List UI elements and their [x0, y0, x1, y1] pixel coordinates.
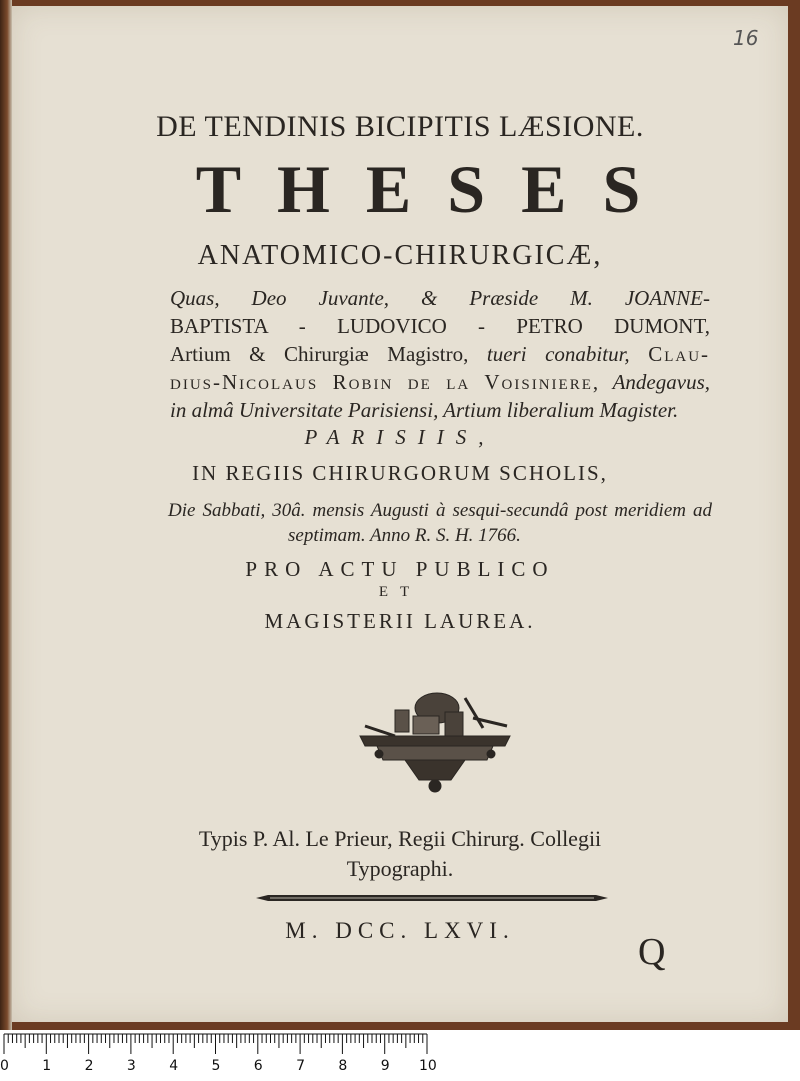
- body-line-4b: Andegavus,: [612, 370, 711, 394]
- ruler-label: 0: [0, 1058, 9, 1074]
- ruler-ticks: [0, 1032, 800, 1058]
- place-city: PARISIIS,: [304, 425, 496, 449]
- body-line-2: BAPTISTA - LUDOVICO - PETRO DUMONT,: [170, 314, 710, 338]
- body-line-3a: Artium & Chirurgiæ Magistro,: [170, 342, 469, 366]
- ruler-label: 1: [42, 1058, 52, 1074]
- title-theses: THESES: [195, 151, 677, 227]
- ruler-label: 8: [338, 1058, 348, 1074]
- title-line-3: ANATOMICO-CHIRURGICÆ,: [197, 240, 603, 271]
- place-school: IN REGIIS CHIRURGORUM SCHOLIS,: [192, 461, 608, 485]
- ruler-label: 3: [126, 1058, 136, 1074]
- title-line-1: DE TENDINIS BICIPITIS LÆSIONE.: [156, 110, 644, 143]
- act-line-3: MAGISTERII LAUREA.: [264, 609, 536, 633]
- ruler-label: 10: [419, 1058, 437, 1074]
- ruler-label: 6: [253, 1058, 263, 1074]
- body-line-4: [170, 368, 710, 396]
- ruler-label: 7: [296, 1058, 306, 1074]
- decorative-rule: [256, 894, 608, 902]
- imprint-year: M. DCC. LXVI.: [285, 918, 515, 943]
- ruler-label: 2: [84, 1058, 94, 1074]
- surgical-instruments-ornament: [355, 688, 515, 794]
- ruler-label: 4: [169, 1058, 179, 1074]
- act-line-1: PRO ACTU PUBLICO: [245, 557, 555, 581]
- act-line-2: ET: [378, 584, 422, 600]
- body-line-3c: Clau-: [648, 342, 711, 366]
- signature-mark: Q: [638, 931, 666, 973]
- body-line-1: Quas, Deo Juvante, & Præside M. JOANNE-: [170, 286, 710, 310]
- printer-line-1: Typis P. Al. Le Prieur, Regii Chirurg. Collegii: [198, 826, 602, 851]
- body-line-5: in almâ Universitate Parisiensi, Artium liberalium Magister.: [170, 398, 679, 422]
- ruler-label: 9: [380, 1058, 390, 1074]
- date-line-1: Die Sabbati, 30â. mensis Augusti à sesqui-secundâ post meridiem ad: [168, 500, 712, 521]
- folio-number: 16: [733, 26, 759, 50]
- body-line-3: [170, 340, 710, 368]
- printer-line-2: Typographi.: [346, 856, 454, 881]
- body-line-4a: dius-Nicolaus Robin de la Voisiniere,: [170, 370, 601, 394]
- scale-ruler: [0, 1032, 800, 1081]
- ruler-label: 5: [211, 1058, 221, 1074]
- date-line-2: septimam. Anno R. S. H. 1766.: [288, 525, 521, 546]
- body-line-3b: tueri conabitur,: [486, 342, 630, 366]
